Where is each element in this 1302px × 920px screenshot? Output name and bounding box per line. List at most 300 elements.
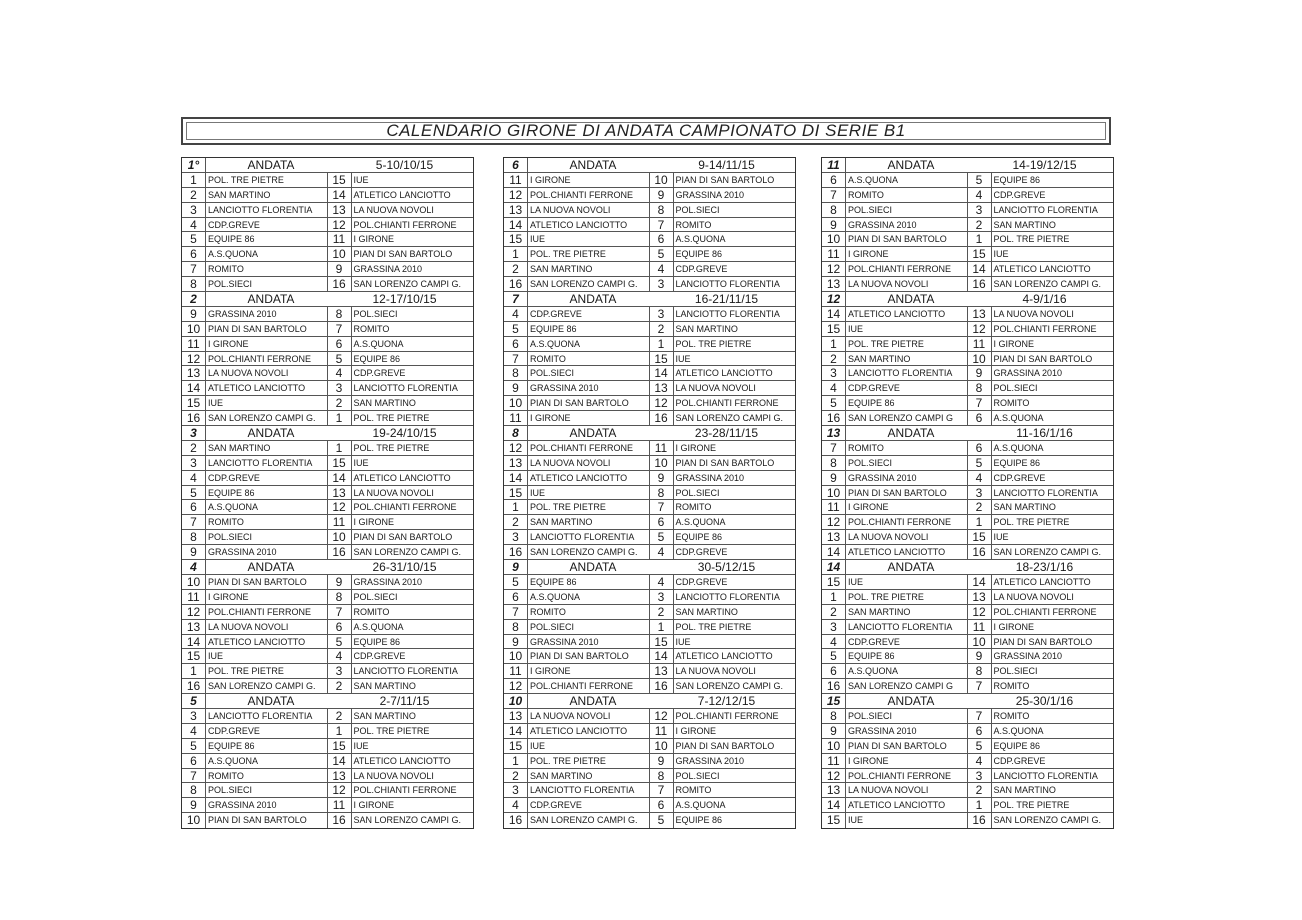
home-team-number: 2 (822, 352, 846, 366)
round-number: 2 (182, 292, 206, 306)
away-team-name: POL.SIECI (675, 487, 720, 498)
round-date: 16-21/11/15 (694, 292, 759, 307)
away-team-name: CDP.GREVE (675, 576, 728, 587)
home-team-name: POL. TRE PIETRE (206, 173, 328, 187)
home-team-name: POL.CHIANTI FERRONE (528, 679, 650, 693)
match-row (504, 173, 795, 188)
match-row (504, 456, 795, 471)
home-team-number: 2 (182, 188, 206, 202)
home-team-name: IUE (206, 396, 328, 410)
match-row (822, 679, 1113, 694)
away-team-name: A.S.QUONA (993, 725, 1044, 736)
round-label: ANDATA (247, 426, 295, 441)
away-team-number: 1 (968, 515, 992, 529)
match-row (822, 635, 1113, 650)
home-team-number: 2 (504, 515, 528, 529)
match-row (504, 590, 795, 605)
home-team-number: 3 (504, 783, 528, 797)
away-team-number: 11 (650, 441, 674, 455)
home-team-number: 9 (822, 471, 846, 485)
round-number: 14 (822, 560, 846, 574)
home-team-number: 1 (504, 754, 528, 768)
home-team-name: I GIRONE (528, 411, 650, 425)
home-team-name: PIAN DI SAN BARTOLO (846, 232, 968, 246)
home-team-number: 13 (504, 709, 528, 723)
home-team-name: ROMITO (206, 769, 328, 783)
match-row (182, 679, 473, 694)
home-team-number: 7 (182, 769, 206, 783)
match-row (182, 813, 473, 828)
round-label: ANDATA (569, 560, 617, 575)
home-team-number: 10 (822, 486, 846, 500)
away-team-number: 14 (968, 575, 992, 589)
home-team-name: PIAN DI SAN BARTOLO (846, 739, 968, 753)
match-row (182, 515, 473, 530)
home-team-number: 7 (182, 515, 206, 529)
home-team-number: 4 (182, 471, 206, 485)
home-team-name: GRASSINA 2010 (846, 724, 968, 738)
home-team-name: EQUIPE 86 (846, 396, 968, 410)
match-row (504, 322, 795, 337)
away-team-name: CDP.GREVE (993, 189, 1046, 200)
home-team-name: I GIRONE (846, 754, 968, 768)
home-team-number: 4 (182, 724, 206, 738)
home-team-number: 11 (822, 247, 846, 261)
home-team-number: 12 (504, 188, 528, 202)
home-team-name: ROMITO (206, 262, 328, 276)
home-team-name: GRASSINA 2010 (528, 381, 650, 395)
away-team-number: 1 (968, 798, 992, 812)
away-team-name: POL. TRE PIETRE (353, 442, 430, 453)
home-team-number: 15 (182, 396, 206, 410)
home-team-name: ROMITO (206, 515, 328, 529)
home-team-number: 4 (504, 307, 528, 321)
away-team-number: 5 (650, 247, 674, 261)
away-team-number: 13 (328, 486, 352, 500)
home-team-name: GRASSINA 2010 (846, 471, 968, 485)
home-team-name: I GIRONE (206, 590, 328, 604)
home-team-number: 9 (822, 218, 846, 232)
match-row (182, 783, 473, 798)
away-team-name: POL.SIECI (675, 204, 720, 215)
match-row (182, 232, 473, 247)
round-header (504, 426, 795, 441)
match-row (822, 530, 1113, 545)
match-row (822, 724, 1113, 739)
away-team-number: 5 (968, 173, 992, 187)
round-number: 7 (504, 292, 528, 306)
home-team-name: LA NUOVA NOVOLI (528, 456, 650, 470)
away-team-number: 14 (968, 262, 992, 276)
away-team-name: LANCIOTTO FLORENTIA (353, 383, 458, 394)
home-team-name: POL.CHIANTI FERRONE (846, 515, 968, 529)
home-team-number: 11 (504, 411, 528, 425)
away-team-name: GRASSINA 2010 (993, 651, 1063, 662)
match-row (182, 724, 473, 739)
away-team-number: 14 (650, 649, 674, 663)
home-team-number: 9 (822, 724, 846, 738)
match-row (504, 441, 795, 456)
home-team-name: IUE (528, 232, 650, 246)
home-team-name: POL. TRE PIETRE (528, 500, 650, 514)
home-team-number: 10 (182, 575, 206, 589)
away-team-number: 8 (968, 664, 992, 678)
home-team-number: 9 (182, 307, 206, 321)
home-team-number: 12 (822, 515, 846, 529)
home-team-number: 16 (182, 411, 206, 425)
home-team-name: LANCIOTTO FLORENTIA (846, 366, 968, 380)
away-team-name: POL. TRE PIETRE (993, 800, 1070, 811)
away-team-name: LANCIOTTO FLORENTIA (675, 279, 780, 290)
round-header (822, 426, 1113, 441)
home-team-name: ROMITO (846, 441, 968, 455)
away-team-name: LA NUOVA NOVOLI (675, 666, 756, 677)
match-row (504, 203, 795, 218)
home-team-name: PIAN DI SAN BARTOLO (846, 486, 968, 500)
home-team-name: LANCIOTTO FLORENTIA (528, 783, 650, 797)
match-row (182, 441, 473, 456)
away-team-name: SAN MARTINO (993, 219, 1056, 230)
away-team-name: PIAN DI SAN BARTOLO (993, 353, 1093, 364)
match-row (822, 798, 1113, 813)
match-row (182, 590, 473, 605)
away-team-name: ROMITO (993, 710, 1030, 721)
home-team-number: 5 (504, 322, 528, 336)
round-date: 2-7/11/15 (379, 694, 430, 709)
home-team-name: SAN MARTINO (528, 769, 650, 783)
away-team-number: 6 (650, 232, 674, 246)
home-team-name: POL.SIECI (846, 203, 968, 217)
home-team-number: 9 (182, 545, 206, 559)
away-team-name: I GIRONE (353, 800, 395, 811)
round-label: ANDATA (247, 694, 295, 709)
away-team-name: SAN LORENZO CAMPI G. (993, 815, 1102, 826)
home-team-name: ROMITO (528, 352, 650, 366)
match-row (822, 188, 1113, 203)
home-team-number: 2 (504, 769, 528, 783)
home-team-name: GRASSINA 2010 (206, 798, 328, 812)
away-team-name: EQUIPE 86 (353, 636, 401, 647)
match-row (822, 441, 1113, 456)
home-team-number: 3 (822, 620, 846, 634)
home-team-name: EQUIPE 86 (206, 232, 328, 246)
away-team-number: 2 (650, 605, 674, 619)
match-row (504, 649, 795, 664)
home-team-name: IUE (846, 322, 968, 336)
home-team-name: POL.SIECI (528, 620, 650, 634)
away-team-number: 2 (968, 218, 992, 232)
away-team-name: LA NUOVA NOVOLI (353, 770, 434, 781)
away-team-name: POL.CHIANTI FERRONE (675, 398, 779, 409)
away-team-number: 2 (650, 322, 674, 336)
home-team-number: 14 (504, 218, 528, 232)
match-row (182, 530, 473, 545)
away-team-number: 1 (650, 620, 674, 634)
away-team-name: POL.CHIANTI FERRONE (353, 502, 457, 513)
away-team-name: A.S.QUONA (993, 413, 1044, 424)
match-row (822, 203, 1113, 218)
home-team-number: 16 (504, 545, 528, 559)
round-header (182, 426, 473, 441)
match-row (182, 545, 473, 560)
match-row (822, 173, 1113, 188)
home-team-name: SAN LORENZO CAMPI G. (528, 545, 650, 559)
away-team-number: 12 (328, 218, 352, 232)
home-team-number: 12 (822, 769, 846, 783)
away-team-number: 3 (968, 203, 992, 217)
away-team-number: 2 (328, 396, 352, 410)
home-team-name: CDP.GREVE (528, 798, 650, 812)
away-team-name: SAN MARTINO (675, 323, 738, 334)
round-label: ANDATA (569, 426, 617, 441)
round-header (822, 292, 1113, 307)
home-team-number: 2 (504, 262, 528, 276)
match-row (822, 649, 1113, 664)
match-row (182, 366, 473, 381)
home-team-name: SAN MARTINO (206, 441, 328, 455)
away-team-name: POL. TRE PIETRE (993, 517, 1070, 528)
match-row (504, 783, 795, 798)
away-team-name: POL.CHIANTI FERRONE (993, 323, 1097, 334)
match-row (182, 649, 473, 664)
round-date: 23-28/11/15 (694, 426, 759, 441)
away-team-name: POL.CHIANTI FERRONE (353, 219, 457, 230)
away-team-number: 12 (328, 783, 352, 797)
match-row (822, 590, 1113, 605)
round-date: 12-17/10/15 (372, 292, 437, 307)
away-team-number: 4 (650, 262, 674, 276)
home-team-name: LA NUOVA NOVOLI (206, 620, 328, 634)
away-team-name: ROMITO (993, 681, 1030, 692)
home-team-number: 10 (504, 649, 528, 663)
away-team-name: LANCIOTTO FLORENTIA (993, 204, 1098, 215)
round-number: 15 (822, 694, 846, 708)
away-team-name: IUE (353, 740, 369, 751)
away-team-name: A.S.QUONA (353, 621, 404, 632)
away-team-number: 4 (968, 471, 992, 485)
home-team-number: 3 (504, 530, 528, 544)
home-team-name: ATLETICO LANCIOTTO (528, 724, 650, 738)
home-team-name: LA NUOVA NOVOLI (846, 530, 968, 544)
home-team-name: GRASSINA 2010 (846, 218, 968, 232)
away-team-name: POL. TRE PIETRE (353, 413, 430, 424)
match-row (182, 709, 473, 724)
match-row (182, 575, 473, 590)
match-row (822, 769, 1113, 784)
away-team-number: 9 (650, 471, 674, 485)
away-team-number: 4 (650, 545, 674, 559)
away-team-name: SAN LORENZO CAMPI G. (353, 547, 462, 558)
match-row (182, 664, 473, 679)
away-team-name: ATLETICO LANCIOTTO (675, 368, 773, 379)
home-team-number: 12 (182, 605, 206, 619)
round-number: 11 (822, 158, 846, 172)
match-row (504, 709, 795, 724)
home-team-name: CDP.GREVE (846, 635, 968, 649)
match-row (182, 203, 473, 218)
away-team-name: LANCIOTTO FLORENTIA (675, 591, 780, 602)
match-row (504, 545, 795, 560)
match-row (822, 813, 1113, 828)
home-team-name: EQUIPE 86 (528, 322, 650, 336)
match-row (504, 798, 795, 813)
match-row (504, 366, 795, 381)
home-team-name: POL.CHIANTI FERRONE (528, 441, 650, 455)
match-row (822, 232, 1113, 247)
home-team-number: 7 (182, 262, 206, 276)
away-team-number: 4 (968, 754, 992, 768)
away-team-number: 4 (328, 649, 352, 663)
match-row (504, 396, 795, 411)
away-team-name: EQUIPE 86 (675, 815, 723, 826)
away-team-number: 15 (328, 739, 352, 753)
away-team-name: I GIRONE (993, 338, 1035, 349)
home-team-name: CDP.GREVE (206, 471, 328, 485)
page-title-box (181, 117, 1111, 145)
away-team-name: POL.SIECI (353, 308, 398, 319)
away-team-name: SAN LORENZO CAMPI G. (353, 815, 462, 826)
round-header (504, 292, 795, 307)
away-team-name: EQUIPE 86 (993, 457, 1041, 468)
match-row (822, 500, 1113, 515)
away-team-number: 1 (328, 411, 352, 425)
home-team-name: SAN MARTINO (206, 188, 328, 202)
away-team-number: 16 (968, 277, 992, 291)
home-team-name: ATLETICO LANCIOTTO (528, 218, 650, 232)
home-team-name: ROMITO (528, 605, 650, 619)
match-row (504, 769, 795, 784)
round-number: 6 (504, 158, 528, 172)
away-team-name: POL. TRE PIETRE (993, 234, 1070, 245)
home-team-name: POL.SIECI (206, 277, 328, 291)
away-team-name: I GIRONE (993, 621, 1035, 632)
away-team-number: 2 (328, 709, 352, 723)
home-team-name: POL.SIECI (206, 530, 328, 544)
away-team-number: 3 (328, 381, 352, 395)
match-row (182, 247, 473, 262)
away-team-number: 13 (968, 590, 992, 604)
match-row (504, 352, 795, 367)
away-team-number: 9 (328, 262, 352, 276)
away-team-number: 5 (968, 456, 992, 470)
round-date: 19-24/10/15 (372, 426, 437, 441)
away-team-name: EQUIPE 86 (993, 174, 1041, 185)
away-team-number: 14 (328, 754, 352, 768)
away-team-name: A.S.QUONA (675, 234, 726, 245)
home-team-number: 15 (182, 649, 206, 663)
away-team-number: 9 (650, 188, 674, 202)
match-row (504, 754, 795, 769)
away-team-number: 15 (328, 456, 352, 470)
away-team-name: GRASSINA 2010 (675, 755, 745, 766)
away-team-number: 6 (650, 515, 674, 529)
match-row (182, 798, 473, 813)
away-team-name: SAN LORENZO CAMPI G. (675, 413, 784, 424)
round-header (182, 158, 473, 173)
match-row (504, 277, 795, 292)
away-team-name: SAN MARTINO (675, 606, 738, 617)
home-team-name: SAN LORENZO CAMPI G. (206, 411, 328, 425)
home-team-name: IUE (846, 813, 968, 828)
round-date: 30-5/12/15 (697, 560, 756, 575)
home-team-name: POL.CHIANTI FERRONE (846, 262, 968, 276)
away-team-number: 7 (968, 679, 992, 693)
round-date: 25-30/1/16 (1015, 694, 1074, 709)
home-team-number: 16 (504, 813, 528, 828)
away-team-name: LA NUOVA NOVOLI (993, 591, 1074, 602)
home-team-number: 8 (822, 709, 846, 723)
away-team-name: SAN LORENZO CAMPI G. (993, 547, 1102, 558)
match-row (504, 307, 795, 322)
home-team-name: POL. TRE PIETRE (846, 337, 968, 351)
away-team-number: 10 (650, 739, 674, 753)
away-team-name: CDP.GREVE (675, 264, 728, 275)
home-team-name: SAN MARTINO (846, 605, 968, 619)
home-team-name: IUE (846, 575, 968, 589)
away-team-number: 8 (650, 769, 674, 783)
match-row (822, 277, 1113, 292)
match-row (822, 545, 1113, 560)
match-row (182, 456, 473, 471)
away-team-number: 7 (650, 500, 674, 514)
away-team-number: 11 (328, 798, 352, 812)
match-row (504, 813, 795, 828)
away-team-number: 8 (650, 486, 674, 500)
round-number: 1° (182, 158, 206, 172)
home-team-name: POL.SIECI (846, 456, 968, 470)
match-row (504, 739, 795, 754)
home-team-name: SAN MARTINO (846, 352, 968, 366)
away-team-name: POL.CHIANTI FERRONE (353, 785, 457, 796)
match-row (504, 679, 795, 694)
match-row (182, 411, 473, 426)
away-team-number: 2 (968, 783, 992, 797)
away-team-name: ROMITO (675, 219, 712, 230)
match-row (182, 307, 473, 322)
home-team-number: 11 (182, 337, 206, 351)
away-team-name: LANCIOTTO FLORENTIA (993, 487, 1098, 498)
home-team-number: 14 (822, 798, 846, 812)
home-team-number: 14 (504, 471, 528, 485)
away-team-name: SAN MARTINO (993, 502, 1056, 513)
home-team-number: 8 (182, 277, 206, 291)
away-team-name: I GIRONE (353, 517, 395, 528)
away-team-number: 2 (328, 679, 352, 693)
home-team-number: 8 (822, 203, 846, 217)
home-team-name: POL.CHIANTI FERRONE (206, 605, 328, 619)
match-row (822, 307, 1113, 322)
home-team-number: 15 (504, 486, 528, 500)
home-team-number: 14 (822, 545, 846, 559)
home-team-name: LANCIOTTO FLORENTIA (528, 530, 650, 544)
away-team-name: ATLETICO LANCIOTTO (993, 576, 1091, 587)
round-label: ANDATA (569, 158, 617, 172)
match-row (504, 575, 795, 590)
away-team-name: POL. TRE PIETRE (675, 621, 752, 632)
round-number: 5 (182, 694, 206, 708)
match-row (822, 381, 1113, 396)
away-team-number: 11 (328, 515, 352, 529)
home-team-name: POL.CHIANTI FERRONE (206, 352, 328, 366)
match-row (504, 664, 795, 679)
away-team-number: 3 (650, 307, 674, 321)
home-team-name: PIAN DI SAN BARTOLO (528, 649, 650, 663)
match-row (504, 500, 795, 515)
home-team-name: GRASSINA 2010 (206, 307, 328, 321)
match-row (822, 754, 1113, 769)
home-team-name: PIAN DI SAN BARTOLO (206, 575, 328, 589)
home-team-name: POL.CHIANTI FERRONE (528, 188, 650, 202)
